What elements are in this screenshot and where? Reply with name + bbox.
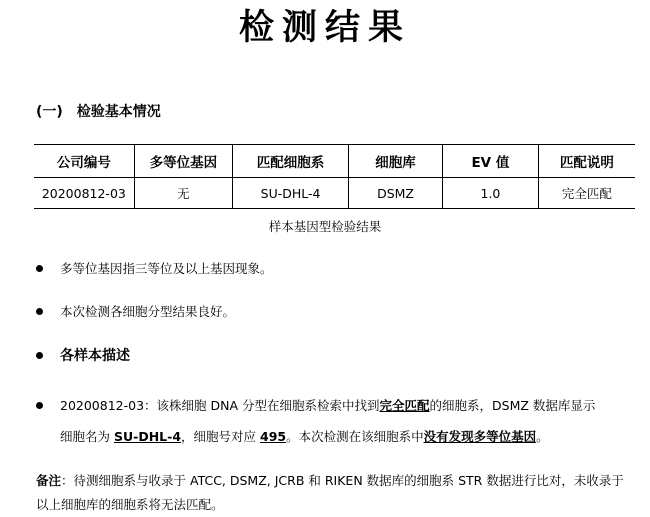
note-label: 备注 bbox=[36, 473, 62, 488]
description-text: 的细胞系，DSMZ 数据库显示 bbox=[429, 398, 596, 413]
match-result: 完全匹配 bbox=[379, 398, 430, 413]
section-number: (一) bbox=[36, 104, 63, 120]
table-header-cell: 匹配细胞系 bbox=[233, 145, 349, 178]
table-header-cell: 细胞库 bbox=[349, 145, 443, 178]
list-item-heading: 各样本描述 bbox=[60, 348, 130, 364]
table-header-cell: 公司编号 bbox=[34, 145, 134, 178]
table-cell: 无 bbox=[134, 178, 232, 209]
page-title: 检测结果 bbox=[238, 8, 411, 48]
bullet-icon bbox=[36, 352, 43, 359]
table-cell: 1.0 bbox=[442, 178, 538, 209]
allele-finding: 没有发现多等位基因 bbox=[423, 429, 537, 444]
bullet-icon bbox=[36, 308, 43, 315]
table-header-cell: EV 值 bbox=[442, 145, 538, 178]
cell-line-name: SU-DHL-4 bbox=[113, 429, 182, 444]
note-text: ：待测细胞系与收录于 ATCC, DSMZ, JCRB 和 RIKEN 数据库的细胞系 STR 数据进行比对，未收录于以上细胞库的细胞系将无法匹配。 bbox=[36, 473, 624, 512]
section-heading-text: 检验基本情况 bbox=[76, 104, 161, 120]
bullet-icon bbox=[36, 265, 43, 272]
list-item-text: 多等位基因指三等位及以上基因现象。 bbox=[60, 261, 273, 276]
note-paragraph bbox=[36, 469, 636, 517]
table-header-cell: 多等位基因 bbox=[134, 145, 232, 178]
table-cell: 20200812-03 bbox=[34, 178, 134, 209]
table-header-row bbox=[34, 145, 635, 178]
table-caption: 样本基因型检验结果 bbox=[268, 219, 382, 234]
description-text: ，细胞号对应 bbox=[181, 429, 260, 444]
cell-number: 495 bbox=[260, 429, 287, 444]
description-text: 20200812-03：该株细胞 DNA 分型在细胞系检索中找到 bbox=[60, 398, 380, 413]
results-table bbox=[34, 144, 635, 209]
description-line bbox=[60, 428, 549, 446]
table-cell: SU-DHL-4 bbox=[233, 178, 349, 209]
description-line bbox=[60, 397, 595, 415]
bullet-icon bbox=[36, 402, 43, 409]
description-text: 。 bbox=[536, 429, 549, 444]
description-text: 细胞名为 bbox=[60, 429, 114, 444]
list-item-text: 本次检测各细胞分型结果良好。 bbox=[60, 304, 236, 319]
table-cell: 完全匹配 bbox=[538, 178, 635, 209]
table-header-cell: 匹配说明 bbox=[538, 145, 635, 178]
table-cell: DSMZ bbox=[349, 178, 443, 209]
section-heading bbox=[36, 102, 161, 122]
description-text: 。本次检测在该细胞系中 bbox=[286, 429, 424, 444]
table-row bbox=[34, 178, 635, 209]
